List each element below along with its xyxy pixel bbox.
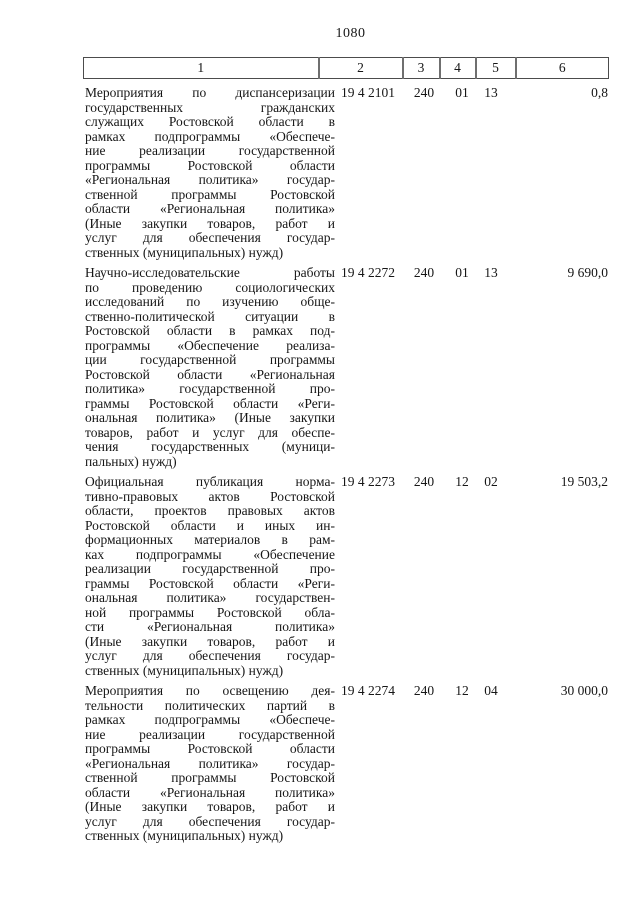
description-line: Научно-исследовательские работы bbox=[85, 266, 335, 280]
cell-target-article-code: 19 4 2273 bbox=[341, 474, 395, 489]
description-line: тивно-правовых актов Ростовской bbox=[85, 489, 335, 504]
description-line: (Иные закупки товаров, работ и bbox=[85, 800, 335, 814]
description-line: (Иные закупки товаров, работ и bbox=[85, 634, 335, 649]
cell-description bbox=[85, 684, 335, 844]
table-row bbox=[85, 475, 640, 678]
description-line: пальных) нужд) bbox=[85, 454, 177, 469]
description-line: чения государственных (муници- bbox=[85, 440, 335, 454]
description-line: Мероприятия по освещению дея- bbox=[85, 684, 335, 698]
description-line: программы «Обеспечение реализа- bbox=[85, 338, 335, 353]
cell-expense-type-code: 240 bbox=[413, 85, 435, 100]
description-line: ной программы Ростовской обла- bbox=[85, 605, 335, 620]
cell-description bbox=[85, 475, 335, 678]
cell-section-code: 12 bbox=[455, 474, 469, 489]
description-line: Ростовской области «Региональная bbox=[85, 367, 335, 382]
description-line: услуг для обеспечения государ- bbox=[85, 649, 335, 663]
description-line: услуг для обеспечения государ- bbox=[85, 231, 335, 245]
cell-amount: 9 690,0 bbox=[567, 265, 608, 280]
description-line: Ростовской области в рамках под- bbox=[85, 324, 335, 338]
description-line: Мероприятия по диспансеризации bbox=[85, 86, 335, 100]
table-row bbox=[85, 684, 640, 844]
cell-subsection-code: 02 bbox=[484, 474, 498, 489]
cell-subsection-code: 04 bbox=[484, 683, 498, 698]
cell-target-article-code: 19 4 2274 bbox=[341, 683, 395, 698]
column-header-3: 3 bbox=[403, 58, 440, 79]
description-line: области, проектов правовых актов bbox=[85, 504, 335, 518]
description-line: «Региональная политика» государ- bbox=[85, 756, 335, 771]
description-line: Ростовской области и иных ин- bbox=[85, 518, 335, 533]
description-line: ственных (муниципальных) нужд) bbox=[85, 829, 284, 843]
cell-description bbox=[85, 86, 335, 260]
cell-expense-type-code: 240 bbox=[413, 474, 435, 489]
page-number: 1080 bbox=[335, 26, 366, 41]
description-line: граммы Ростовской области «Реги- bbox=[85, 576, 335, 591]
column-header-4: 4 bbox=[440, 58, 476, 79]
description-line: (Иные закупки товаров, работ и bbox=[85, 216, 335, 231]
column-header-6: 6 bbox=[516, 58, 609, 79]
description-line: ональная политика» государствен- bbox=[85, 591, 335, 605]
description-line: формационных материалов в рам- bbox=[85, 533, 335, 547]
cell-description bbox=[85, 266, 335, 469]
description-line: рамках подпрограммы «Обеспече- bbox=[85, 129, 335, 144]
description-line: граммы Ростовской области «Реги- bbox=[85, 396, 335, 411]
description-line: ственных (муниципальных) нужд) bbox=[85, 663, 284, 678]
description-line: области «Региональная политика» bbox=[85, 202, 335, 216]
description-line: программы Ростовской области bbox=[85, 742, 335, 756]
description-line: исследований по изучению обще- bbox=[85, 295, 335, 309]
description-line: области «Региональная политика» bbox=[85, 785, 335, 800]
description-line: ственной программы Ростовской bbox=[85, 771, 335, 785]
column-header-5: 5 bbox=[476, 58, 516, 79]
description-line: служащих Ростовской области в bbox=[85, 115, 335, 129]
cell-expense-type-code: 240 bbox=[413, 265, 435, 280]
description-line: ственно-политической ситуации в bbox=[85, 309, 335, 324]
description-line: государственных гражданских bbox=[85, 100, 335, 115]
cell-expense-type-code: 240 bbox=[413, 683, 435, 698]
table-header-row bbox=[84, 58, 609, 79]
cell-subsection-code: 13 bbox=[484, 85, 498, 100]
cell-subsection-code: 13 bbox=[484, 265, 498, 280]
description-line: по проведению социологических bbox=[85, 280, 335, 295]
description-line: ках подпрограммы «Обеспечение bbox=[85, 547, 335, 562]
description-line: Официальная публикация норма- bbox=[85, 475, 335, 489]
description-line: политика» государственной про- bbox=[85, 382, 335, 396]
description-line: ственных (муниципальных) нужд) bbox=[85, 245, 284, 260]
description-line: реализации государственной про- bbox=[85, 562, 335, 576]
cell-section-code: 01 bbox=[455, 265, 469, 280]
description-line: товаров, работ и услуг для обеспе- bbox=[85, 425, 335, 440]
table-body bbox=[85, 86, 640, 844]
cell-target-article-code: 19 4 2101 bbox=[341, 85, 395, 100]
cell-amount: 30 000,0 bbox=[560, 683, 608, 698]
cell-target-article-code: 19 4 2272 bbox=[341, 265, 395, 280]
table-header bbox=[83, 57, 609, 79]
description-line: тельности политических партий в bbox=[85, 698, 335, 713]
column-header-2: 2 bbox=[319, 58, 403, 79]
cell-section-code: 01 bbox=[455, 85, 469, 100]
cell-amount: 19 503,2 bbox=[560, 474, 608, 489]
cell-amount: 0,8 bbox=[591, 85, 608, 100]
description-line: ние реализации государственной bbox=[85, 144, 335, 158]
description-line: ональная политика» (Иные закупки bbox=[85, 411, 335, 425]
cell-section-code: 12 bbox=[455, 683, 469, 698]
description-line: ции государственной программы bbox=[85, 353, 335, 367]
description-line: сти «Региональная политика» bbox=[85, 620, 335, 634]
description-line: ние реализации государственной bbox=[85, 727, 335, 742]
table-row bbox=[85, 86, 640, 260]
column-header-1: 1 bbox=[84, 58, 319, 79]
description-line: программы Ростовской области bbox=[85, 158, 335, 173]
description-line: рамках подпрограммы «Обеспече- bbox=[85, 713, 335, 727]
table-row bbox=[85, 266, 640, 469]
description-line: «Региональная политика» государ- bbox=[85, 173, 335, 187]
description-line: ственной программы Ростовской bbox=[85, 187, 335, 202]
description-line: услуг для обеспечения государ- bbox=[85, 814, 335, 829]
